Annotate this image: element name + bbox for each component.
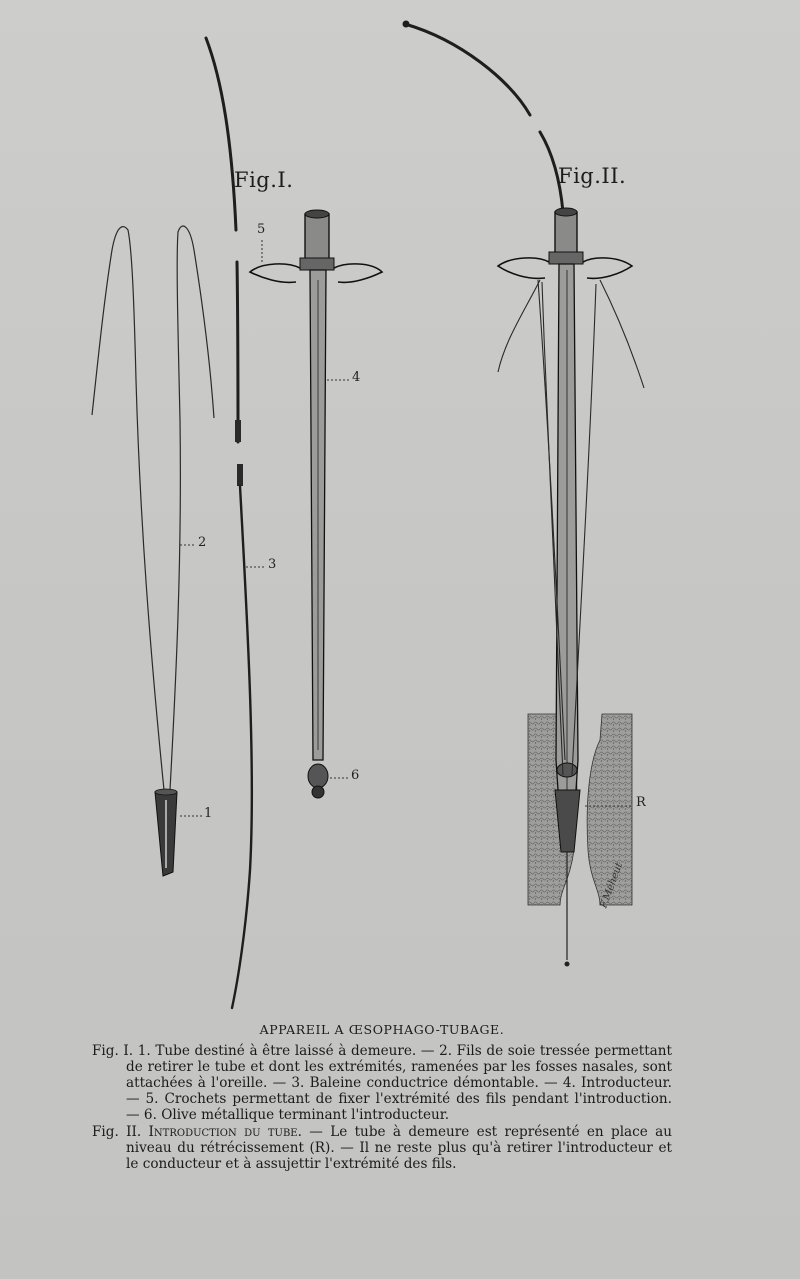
- caption-title: APPAREIL A ŒSOPHAGO-TUBAGE.: [259, 1022, 505, 1037]
- caption-fig1: [92, 1043, 672, 1123]
- conductor-curve-fig2: [403, 21, 563, 212]
- caption-fig1-text: 1. Tube destiné à être laissé à demeure. — 2. Fils de soie tressée permettant de retirer le tube et dont les extrémités, ramenées par les fosses nasales, sont attachées à l'oreille. — 3. Baleine conductrice démontable. — 4. Introducteur. — 5. Crochets permettant de fixer l'extrémité des fils pendant l'introduction. — 6. Olive métallique terminant l'introducteur.: [126, 1043, 672, 1123]
- caption-fig2-prefix: Fig. II.: [92, 1124, 142, 1140]
- caption-fig2: [92, 1124, 672, 1172]
- engraver-signature: F.Méheut: [598, 861, 626, 910]
- part-label-5: 5: [257, 222, 266, 237]
- part-label-2: 2: [198, 535, 207, 550]
- fig2-label: Fig.II.: [558, 164, 627, 188]
- figure-caption: [92, 1022, 672, 1173]
- part-label-6: 6: [351, 768, 360, 783]
- caption-fig2-text: — Le tube à demeure est représenté en place au niveau du rétrécissement (R). — Il ne reste plus qu'à retirer l'introducteur et le conducteur et à assujettir l'extrémité des fils.: [126, 1124, 673, 1172]
- part-label-3: 3: [268, 557, 277, 572]
- introducer-drawing: [250, 210, 382, 798]
- indwelling-tube-drawing: [155, 789, 204, 876]
- fig1-label: Fig.I.: [234, 168, 294, 192]
- part-label-4: 4: [352, 370, 361, 385]
- part-label-r: R: [636, 795, 646, 810]
- silk-threads-drawing: [92, 226, 214, 790]
- caption-fig2-heading: Introduction du tube.: [148, 1124, 302, 1140]
- caption-fig1-prefix: Fig. I.: [92, 1043, 134, 1059]
- part-label-1: 1: [204, 806, 213, 821]
